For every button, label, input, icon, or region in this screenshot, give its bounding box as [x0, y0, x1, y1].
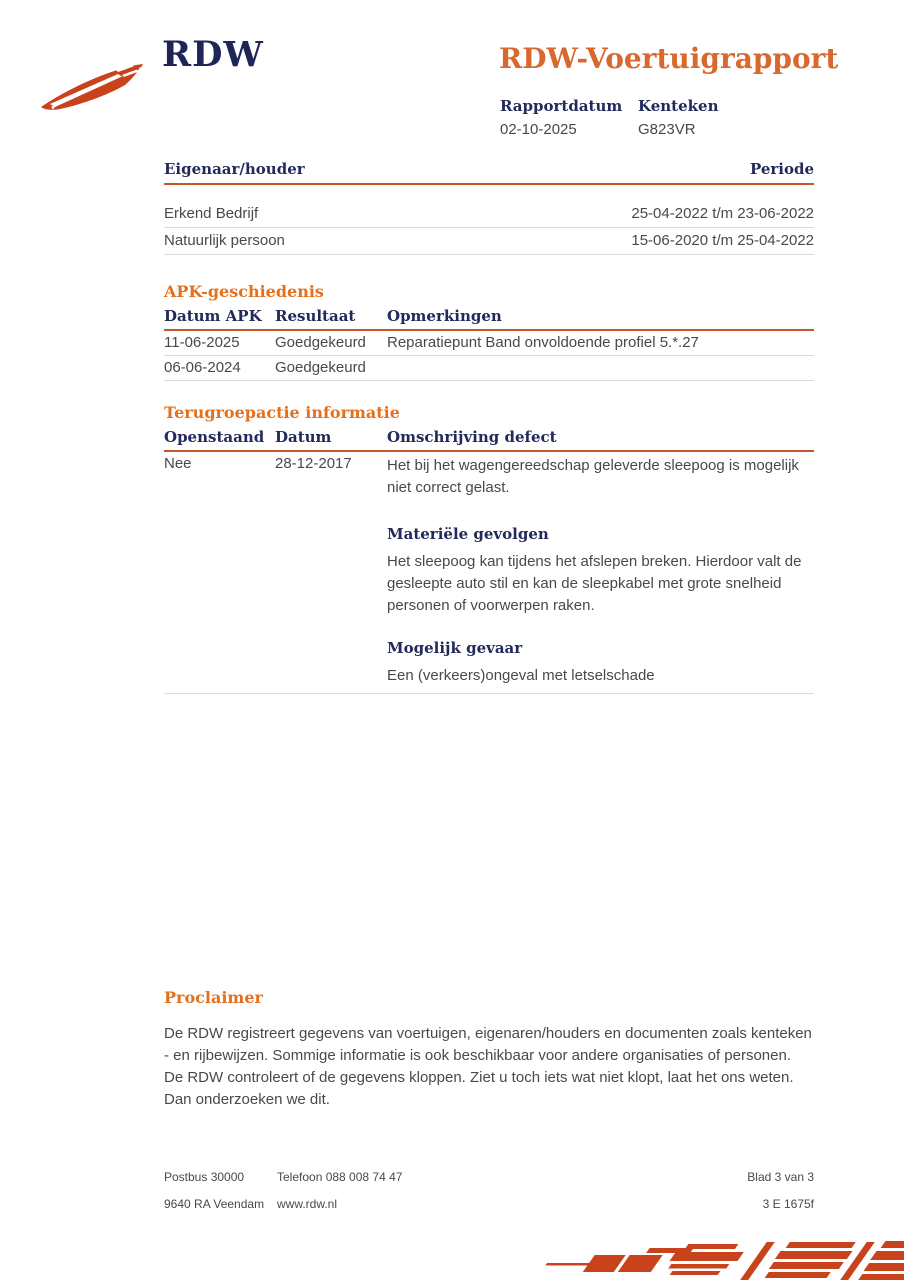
proclaimer-title: Proclaimer: [164, 988, 263, 1007]
recall-date-header: Datum: [275, 428, 332, 446]
proclaimer-section: [164, 988, 814, 1111]
recall-defect-header: Omschrijving defect: [387, 428, 557, 446]
gray-divider: [164, 693, 814, 694]
apk-remarks: Reparatiepunt Band onvoldoende profiel 5.*.27: [387, 334, 699, 351]
rdw-swoosh-icon: [38, 50, 153, 114]
owner-period: 25-04-2022 t/m 23-06-2022: [631, 205, 814, 222]
material-consequences-title: Materiële gevolgen: [387, 525, 549, 543]
recall-defect-text: Het bij het wagengereedschap geleverde sleepoog is mogelijk niet correct gelast.: [387, 457, 799, 496]
apk-row: [164, 331, 814, 356]
report-meta: [500, 97, 776, 138]
footer-pobox: Postbus 30000: [164, 1170, 245, 1184]
footer-page-number: Blad 3 van 3: [747, 1170, 814, 1184]
apk-result: Goedgekeurd: [275, 359, 366, 376]
owner-row: [164, 201, 814, 228]
apk-date: 11-06-2025: [164, 334, 240, 351]
apk-date-header: Datum APK: [164, 307, 262, 325]
recall-section-title: Terugroepactie informatie: [164, 403, 400, 422]
page-footer: [164, 1170, 814, 1211]
license-plate-block: [638, 97, 776, 138]
possible-danger-block: [387, 639, 814, 687]
apk-section-title: APK-geschiedenis: [164, 282, 324, 301]
rdw-speed-stripes-graphic: [520, 1236, 904, 1280]
license-plate-label: Kenteken: [638, 97, 719, 115]
apk-result: Goedgekeurd: [275, 334, 366, 351]
footer-phone: Telefoon 088 008 74 47: [277, 1170, 403, 1184]
period-column-header: Periode: [749, 160, 814, 178]
page-title: RDW-Voertuigrapport: [499, 42, 839, 75]
owner-name: Natuurlijk persoon: [164, 232, 285, 249]
recall-date-value: 28-12-2017: [275, 455, 352, 472]
license-plate-value: G823VR: [638, 121, 696, 138]
owner-period: 15-06-2020 t/m 25-04-2022: [631, 232, 814, 249]
footer-website: www.rdw.nl: [277, 1197, 338, 1211]
recall-row: [164, 452, 814, 499]
recall-open-value: Nee: [164, 455, 192, 472]
material-consequences-text: Het sleepoog kan tijdens het afslepen breken. Hierdoor valt de gesleepte auto stil en kan de sleepkabel met grote snelheid personen of voorwerpen raken.: [387, 553, 802, 614]
owner-name: Erkend Bedrijf: [164, 205, 259, 222]
rdw-logo-text: RDW: [162, 34, 264, 75]
recall-open-header: Openstaand: [164, 428, 265, 446]
footer-document-code: 3 E 1675f: [762, 1197, 814, 1211]
report-date-block: [500, 97, 638, 138]
apk-history-section: [164, 282, 814, 381]
apk-date: 06-06-2024: [164, 359, 241, 376]
possible-danger-text: Een (verkeers)ongeval met letselschade: [387, 667, 655, 684]
footer-city: 9640 RA Veendam: [164, 1197, 265, 1211]
proclaimer-text: De RDW registreert gegevens van voertuigen, eigenaren/houders en documenten zoals kenteken - en rijbewijzen. Sommige informatie is ook beschikbaar voor andere organisaties of personen. De RDW controleert of de gegevens kloppen. Ziet u toch iets wat niet klopt, laat het ons weten. Dan onderzoeken we dit.: [164, 1025, 812, 1108]
possible-danger-title: Mogelijk gevaar: [387, 639, 523, 657]
recall-section: [164, 403, 814, 694]
apk-remarks: [387, 359, 814, 376]
report-date-label: Rapportdatum: [500, 97, 623, 115]
report-date-value: 02-10-2025: [500, 121, 577, 138]
recall-consequences-block: [387, 525, 814, 687]
owner-section-title: Eigenaar/houder: [164, 160, 305, 178]
owner-row: [164, 228, 814, 255]
apk-remarks-header: Opmerkingen: [387, 307, 502, 325]
apk-row: [164, 356, 814, 381]
owner-section: [164, 160, 814, 255]
apk-result-header: Resultaat: [275, 307, 356, 325]
orange-divider: [164, 183, 814, 185]
